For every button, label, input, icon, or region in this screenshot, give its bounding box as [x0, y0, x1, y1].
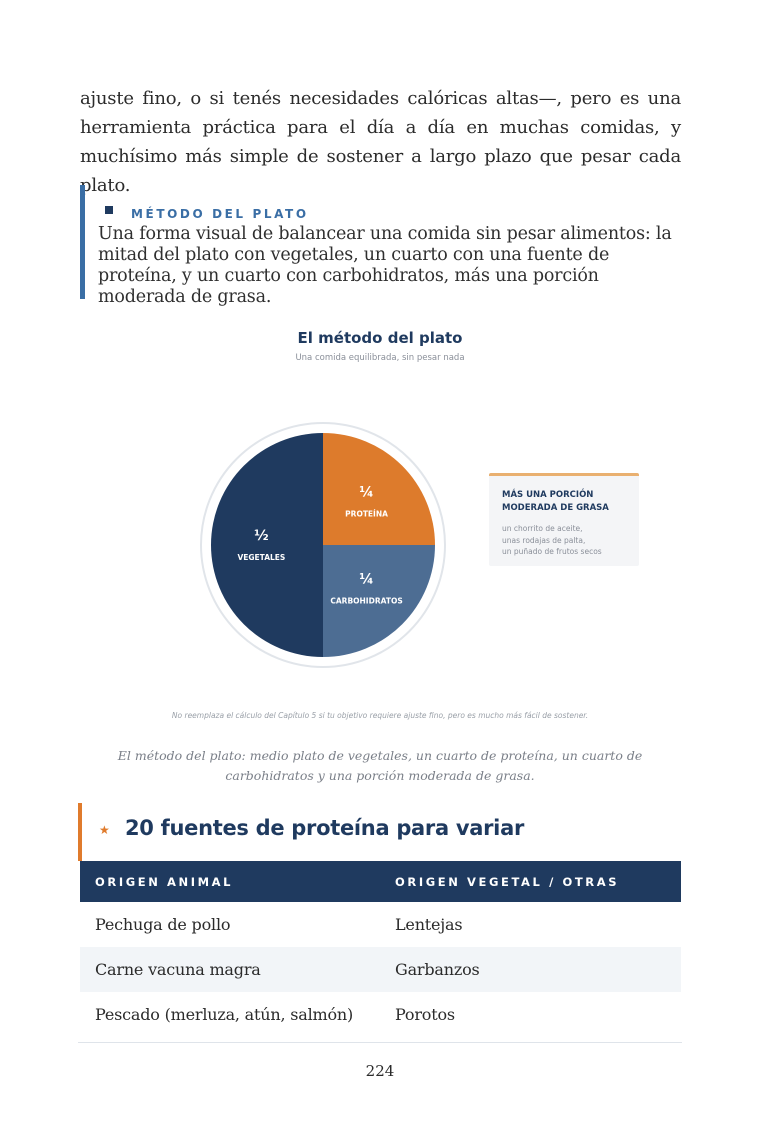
table-cell: Garbanzos: [380, 947, 681, 992]
header-plant: ORIGEN VEGETAL / OTRAS: [380, 861, 681, 902]
slice-name-label: VEGETALES: [237, 553, 286, 562]
section-heading: [78, 803, 681, 861]
table-cell: Pescado (merluza, atún, salmón): [95, 1005, 354, 1024]
bottom-divider: [78, 1042, 682, 1043]
slice-fraction-label: ½: [254, 528, 269, 544]
callout-label-text: MÉTODO DEL PLATO: [131, 207, 309, 221]
intro-paragraph: ajuste fino, o si tenés necesidades calóricas altas—, pero es una herramienta práctica para el día a día en muchas comidas, y muchísimo más simple de sostener a largo plazo que pesar cada plato.: [80, 88, 681, 196]
table-row: [80, 992, 681, 1037]
star-icon: ★: [99, 823, 110, 837]
plate-method-figure: [0, 310, 760, 730]
table-cell: Pechuga de pollo: [95, 915, 231, 934]
table-row: [80, 947, 681, 992]
figure-note: No reemplaza el cálculo del Capítulo 5 si tu objetivo requiere ajuste fino, pero es mucho más fácil de sostener.: [171, 711, 589, 720]
table-cell: Porotos: [395, 1005, 455, 1024]
slice-name-label: PROTEÍNA: [345, 509, 388, 519]
figure-caption: El método del plato: medio plato de vegetales, un cuarto de proteína, un cuarto de carbohidratos y una porción moderada de grasa.: [117, 748, 643, 783]
pie-slice-proteína: [323, 433, 435, 545]
fat-portion-card: [489, 473, 639, 566]
protein-sources-table: [80, 861, 681, 1037]
square-bullet-icon: [105, 206, 113, 214]
fat-card-title: MÁS UNA PORCIÓN MODERADA DE GRASA: [502, 490, 609, 513]
slice-fraction-label: ¼: [359, 571, 374, 588]
figure-title: El método del plato: [297, 329, 463, 347]
pie-slice-vegetales: [211, 433, 323, 657]
section-title: 20 fuentes de proteína para variar: [125, 816, 525, 840]
callout-box: [80, 185, 680, 307]
callout-label: [105, 207, 309, 221]
table-row: [80, 902, 681, 947]
table-header-row: [80, 861, 681, 902]
plate-chart: [195, 418, 455, 678]
slice-fraction-label: ¼: [359, 484, 374, 501]
table-cell: Lentejas: [395, 915, 463, 934]
slice-name-label: CARBOHIDRATOS: [330, 596, 403, 606]
table-cell: Carne vacuna magra: [80, 947, 380, 992]
figure-subtitle: Una comida equilibrada, sin pesar nada: [295, 353, 465, 363]
fat-card-description: un chorrito de aceite, unas rodajas de palta, un puñado de frutos secos: [502, 524, 602, 556]
callout-body: Una forma visual de balancear una comida sin pesar alimentos: la mitad del plato con vegetales, un cuarto con una fuente de proteína, y un cuarto con carbohidratos, más una porción moderada de grasa.: [98, 224, 672, 307]
header-animal: ORIGEN ANIMAL: [80, 861, 380, 902]
page-number: 224: [365, 1062, 395, 1080]
